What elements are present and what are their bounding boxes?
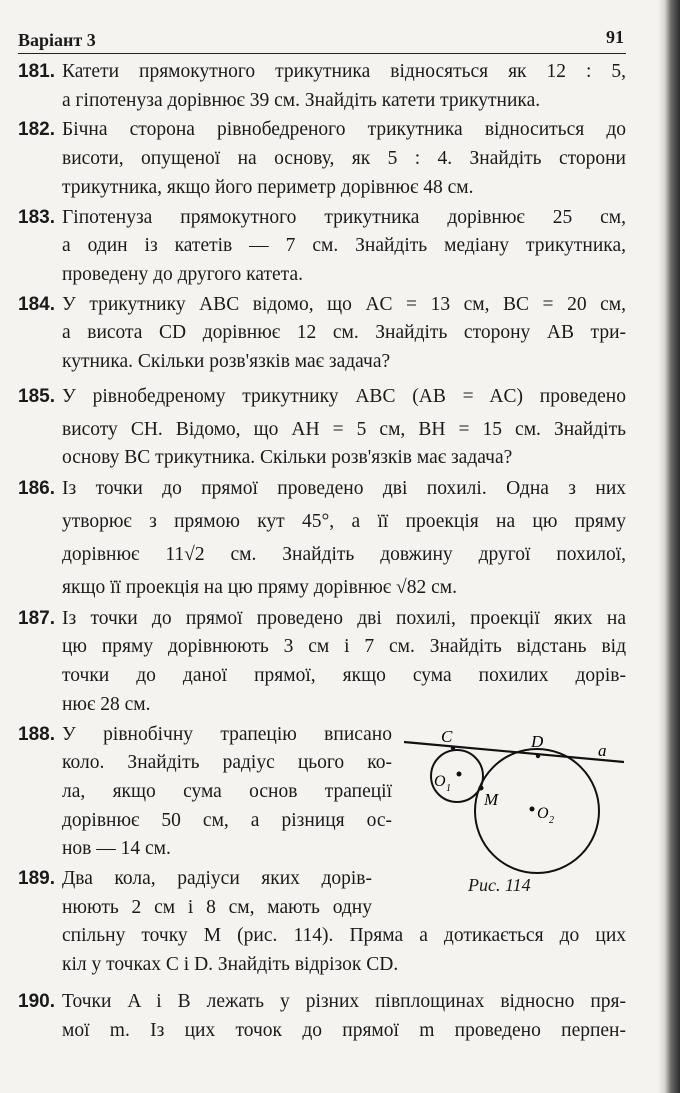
problem-line: ла, якщо сума основ трапеції [62, 780, 392, 802]
problem-line: кутника. Скільки розв'язків має задача? [62, 351, 391, 373]
label-o2: O [537, 805, 549, 822]
problem-line: утворює з прямою кут 45°, а її проекція на цю пряму [62, 510, 626, 532]
problem-line: висоти, опущеної на основу, як 5 : 4. Знайдіть сторони [62, 148, 626, 170]
page-number: 91 [606, 27, 624, 47]
problem-181 [18, 58, 626, 115]
problem-184 [18, 291, 626, 377]
variant-title: Варіант 3 [18, 30, 96, 50]
problem-number: 189. [18, 868, 55, 890]
problem-190 [18, 988, 626, 1045]
problem-line: висоту CH. Відомо, що AH = 5 см, BH = 15 см. Знайдіть [62, 418, 626, 440]
problem-line: трикутника, якщо його периметр дорівнює 48 см. [62, 176, 474, 198]
problem-line: У трикутнику ABC відомо, що AC = 13 см, BC = 20 см, [62, 293, 626, 315]
problem-line: коло. Знайдіть радіус цього ко- [62, 752, 392, 774]
problem-line: У рівнобічну трапецію вписано [62, 723, 392, 745]
problem-line: нює 28 см. [62, 693, 151, 715]
problem-line: цю пряму дорівнюють 3 см і 7 см. Знайдіть відстань від [62, 636, 626, 658]
problem-line: точки до даної прямої, якщо сума похилих дорів- [62, 665, 626, 687]
problem-line: нов — 14 см. [62, 838, 171, 860]
problem-number: 186. [18, 477, 55, 499]
problem-number: 184. [18, 293, 55, 315]
label-o1: O [434, 773, 446, 790]
problem-line: а висота CD дорівнює 12 см. Знайдіть сторону AB три- [62, 322, 626, 344]
problem-line: проведену до другого катета. [62, 263, 303, 285]
problem-number: 181. [18, 61, 55, 82]
problem-182 [18, 116, 626, 202]
problem-line: якщо її проекція на цю пряму дорівнює √82 см. [62, 576, 457, 598]
label-o2-sub: 2 [549, 815, 554, 826]
problem-line: Катети прямокутного трикутника відносяться як 12 : 5, [62, 61, 626, 82]
problem-line: мої m. Із цих точок до прямої m проведено перпен- [62, 1019, 626, 1041]
problem-line: нюють 2 см і 8 см, мають одну [62, 896, 372, 918]
label-c: C [441, 728, 453, 746]
problem-188 [18, 721, 392, 865]
label-m: M [484, 790, 499, 809]
problem-number: 190. [18, 990, 55, 1012]
label-d: D [531, 732, 544, 751]
problem-line: спільну точку M (рис. 114). Пряма a дотикається до цих [62, 925, 626, 947]
tangency-point-d [536, 754, 540, 758]
problem-line: а один із катетів — 7 см. Знайдіть медіану трикутника, [62, 235, 626, 257]
figure-caption: Рис. 114 [468, 875, 531, 895]
label-a: a [598, 741, 607, 760]
problem-number: 183. [18, 206, 55, 228]
problem-186 [18, 472, 626, 604]
figure-114 [400, 728, 630, 898]
problem-line: У рівнобедреному трикутнику ABC (AB = AC) проведено [62, 385, 626, 407]
tangency-point-c [451, 746, 455, 750]
problem-183 [18, 204, 626, 290]
problem-line: дорівнює 11√2 см. Знайдіть довжину другої похилої, [62, 543, 626, 565]
problem-number: 185. [18, 385, 55, 407]
problem-line: Бічна сторона рівнобедреного трикутника відноситься до [62, 119, 626, 141]
problem-187 [18, 605, 626, 720]
center-o1-dot [457, 772, 462, 777]
label-o1-sub: 1 [446, 783, 451, 794]
page-header [18, 27, 626, 54]
problem-line: Із точки до прямої проведено дві похилі, проекції яких на [62, 607, 626, 629]
tangency-point-m [479, 786, 484, 791]
problem-number: 187. [18, 607, 55, 629]
problem-185 [18, 378, 626, 471]
problem-line: дорівнює 50 см, а різниця ос- [62, 809, 392, 831]
center-o2-dot [530, 807, 535, 812]
problem-number: 188. [18, 723, 55, 745]
problem-line: Два кола, радіуси яких дорів- [62, 868, 372, 890]
problem-line: а гіпотенуза дорівнює 39 см. Знайдіть катети трикутника. [62, 89, 541, 111]
problem-line: Гіпотенуза прямокутного трикутника дорівнює 25 см, [62, 206, 626, 228]
problem-line: кіл у точках C і D. Знайдіть відрізок CD. [62, 954, 399, 976]
problem-line: Точки A і B лежать у різних півплощинах відносно пря- [62, 990, 626, 1012]
problem-number: 182. [18, 119, 55, 141]
problem-list [18, 58, 626, 1046]
problem-line: основу BC трикутника. Скільки розв'язків має задача? [62, 446, 513, 468]
problem-line: Із точки до прямої проведено дві похилі. Одна з них [62, 477, 626, 499]
book-binding-edge [658, 0, 680, 1093]
